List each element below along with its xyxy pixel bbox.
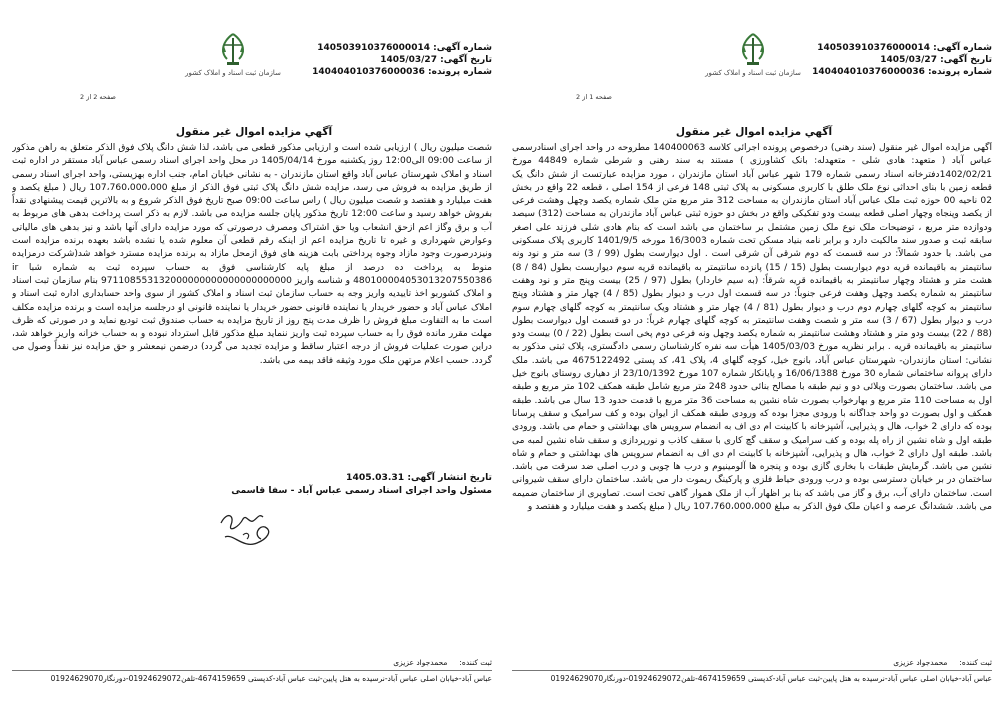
body-text: آگهی مزایده اموال غیر منقول (سند رهنی) درخصوص پرونده اجرائی کلاسه 140400063 مطروحه در واحد اجرای اسنادرسمی عباس آباد ( متعهد: هادی شلی - متعهدله: بانک کشاورزی ) مستند به سند رهنی و شرطی شماره 44849 مورخ 1402/02/21دفترخانه اسناد رسمی شماره 179 شهر عباس آباد استان مازندران ، مورد مزایده عبارتست از شش دانگ یک قطعه زمین با بنای احداثی نوع ملک طلق با کاربری مسکونی به پلاک ثبتی 148 فرعی از 154 اصلی ، قطعه 22 واقع در بخش 02 ناحیه 00 حوزه ثبت ملک عباس آباد استان مازندران به مساحت 312 متر مربع متن ملک شماره یکصد وچهل وهشت فرعی از یکصد وپنجاه وچهار اصلی قطعه بیست ودو تفکیکی واقع در بخش دو حوزه ثبتی عباس آباد مازندران به مساحت (312) سیصد ودوازده متر مربع ، توضیحات ملک نوع ملک زمین مشتمل بر ساختمان می باشد است که بنام هادی شلی فرزند علی اصغر سابقه ثبت و صدور سند مالکیت دارد و برابر نامه بنیاد مسکن تحت شماره 16/3003 مورخه 1401/9/5 کاربری پلاک مسکونی می باشد. با حدود شمالاً: در سه قسمت که دوم شرقی آن شرقی است . اول دیوارست بطول (99 / 3) سه متر و نود ونه سانتیمتر به باقیمانده قریه دوم دیواربست بطول (15 / 15) پانزده سانتیمتر به باقیمانده قریه سوم دیواربست بطول (84 / 8) هشت متر و هشتاد وچهار سانتیمتر به باقیمانده قریه شرقاً: (به سیم خاردار) بطول (97 / 25) بیست وپنج متر و نود وهفت سانتیمتر به شماره یکصد وچهل وهفت فرعی جنوباً: در سه قسمت اول درب و دیوار بطول (85 / 4) چهار متر و هشتاد وپنج سانتیمتر به کوچه گلهای چهارم دوم درب و دیوار بطول (81 / 4) چهار متر و هشتاد ویک سانتیمتر به کوچه گلهای چهارم سوم درب و دیوار بطول (67 / 3) سه متر و شصت وهفت سانتیمتر به کوچه گلهای چهارم غرباً: در دو قسمت اول دیوارست بطول (88 / 22) بیست ودو متر و هشتاد وهشت سانتیمتر به شماره یکصد وچهل ونه فرعی دوم پخی است بطول (22 / 0) بیست ودو سانتیمتر به باقیمانده قریه . برابر نظریه مورخ 1405/03/03 هیأت سه نفره کارشناسان رسمی دادگستری، پلاک ثبتی مذکور به نشانی: استان مازندران- شهرستان عباس آباد، بانوج خیل، کوچه گلهای 4، پلاک 41، کد پستی 4675122492 می باشد. ملک دارای پروانه ساختمانی شماره 30 مورخ 16/06/1388 و پایانکار شماره 107 مورخ 23/10/1392 از دهیاری روستای بانوج خیل می باشد. ساختمان بصورت ویلائی دو و نیم طبقه با مصالح بنائی حدود 248 متر مربع شامل طبقه همکف 102 متر مربع و طبقه اول به مساحت 110 متر مربع و بهارخواب بصورت شاه نشین به مساحت 36 متر مربع با قدمت حدود 13 سال می باشد. طبقه همکف و اول بصورت دو واحد جداگانه با ورودی مجزا بوده که ورودی طبقه همکف از ایوان بوده و کف سرامیک و سقف پرسانا بوده که دارای 2 خواب، هال و پذیرایی، آشپزخانه با کابینت ام دی اف به انضمام سرویس های بهداشتی و حمام می باشد. ورودی طبقه اول و شاه نشین از راه پله بوده و کف سرامیک و سقف گچ کاری با سقف کاذب و نورپردازی و سقف شاه نشین لمبه می باشد. طبقه اول دارای 2 خواب، هال و پذیرایی، آشپزخانه با کابینت ام دی اف به انضمام سرویس های بهداشتی و حمام و شاه نشین می باشد. گرمایش طبقات با بخاری گازی بوده و پنجره ها آلومینیوم و درب ها چوبی و درب اصلی ضد سرقت می باشد. ساختمان در بر خیابان دسترسی بوده و درب ورودی حیاط فلزی و پارکینگ ریموت دار می باشد. ساختمان دارای سقف شیروانی است. ساختمان دارای آب، برق و گاز می باشد که بنا بر اظهار آب از ملک هموار گاهی تحت است. تصاویری از ساختمان ضمیمه می باشد. ششدانگ عرصه و اعیان ملک فوق الذکر به مبلغ 107،760،000،000 ریال ( مبلغ یکصد و هفت میلیارد و هفتصد و <box>512 143 992 513</box>
page-header <box>508 30 1000 105</box>
file-number-label: شماره پرونده: <box>928 67 992 77</box>
registrar-name: محمدجواد عزیزی <box>393 658 448 667</box>
scales-emblem-icon <box>213 32 253 68</box>
ad-date-label: تاریخ آگهی: <box>940 55 992 65</box>
organization-name: سازمان ثبت اسناد و املاک کشور <box>185 69 281 77</box>
footer-divider <box>12 670 492 671</box>
announcement-title: آگهي مزايده اموال غير منقول <box>675 126 833 138</box>
announcement-body <box>512 142 992 642</box>
publication-info <box>231 471 492 497</box>
publish-date-label: تاریخ انتشار آگهی: <box>407 472 492 483</box>
page-header <box>8 30 500 105</box>
ad-number-label: شماره آگهی: <box>933 43 992 53</box>
page-footer <box>12 658 492 683</box>
announcement-page-2 <box>8 0 500 706</box>
ad-date: 1405/03/27 <box>880 55 937 65</box>
handwritten-signature <box>213 505 283 559</box>
scales-emblem-icon <box>733 32 773 68</box>
emblem-logo <box>158 32 308 77</box>
file-number: 140404010376000036 <box>812 67 925 77</box>
office-address: عباس آباد-خیابان اصلی عباس آباد-نرسیده به هتل پایین-ثبت عباس آباد-کدپستی 4674159659-تلفن01924629072-دورنگار01924629070 <box>550 674 992 683</box>
file-number-label: شماره پرونده: <box>428 67 492 77</box>
page-number: صفحه 1 از 2 <box>576 93 612 101</box>
ad-number-label: شماره آگهی: <box>433 43 492 53</box>
footer-divider <box>512 670 992 671</box>
organization-name: سازمان ثبت اسناد و املاک کشور <box>705 69 801 77</box>
registrar <box>12 658 492 667</box>
page-number: صفحه 2 از 2 <box>80 93 116 101</box>
publish-date: 1405.03.31 <box>346 472 405 483</box>
office-address: عباس آباد-خیابان اصلی عباس آباد-نرسیده به هتل پایین-ثبت عباس آباد-کدپستی 4674159659-تلفن01924629072-دورنگار01924629070 <box>50 674 492 683</box>
page-footer <box>512 658 992 683</box>
announcement-body <box>12 142 492 472</box>
registrar-name: محمدجواد عزیزی <box>893 658 948 667</box>
ad-number: 140503910376000014 <box>817 43 930 53</box>
announcement-page-1 <box>508 0 1000 706</box>
body-text: شصت میلیون ریال ) ارزیابی شده است و ارزیابی مذکور قطعی می باشد، لذا شش دانگ پلاک فوق الذکر متعلق به راهن مذکور از ساعت 09:00 الی12:00 روز یکشنبه مورخ 1405/04/14 در محل واحد اجرای اسناد رسمی عباس آباد مستقر در اداره ثبت اسناد و املاک شهرستان عباس آباد واقع استان مازندران - به نشانی خیابان امام، جنب اداره بهزیستی، واحد اجرای اسناد رسمی از طریق مزایده به فروش می رسد، مزایده شش دانگ پلاک ثبتی فوق الذکر از مبلغ 107،760،000،000 ریال ( مبلغ یکصد و هفت میلیارد و هفتصد و شصت میلیون ریال ) راس ساعت 09:00 صبح تاریخ فوق الذکر شروع و به بالاترین قیمت پیشنهادی نقداً بفروش خواهد رسید و ساعت 12:00 تاریخ مذکور پایان جلسه مزایده می باشد. لازم به ذکر است پرداخت بدهی های مربوط به آب و برق وگاز اعم ازحق انشعاب ویا حق اشتراک ومصرف درصورتی که مورد مزایده دارای آنها باشد و نیز بدهی های مالیاتی وعوارض شهرداری و غیره تا تاریخ مزایده اعم از اینکه رقم قطعی آن معلوم شده یا نشده باشد بعهده برنده مزایده است ونیزدرصورت وجود مازاد وجوه پرداختی بابت هزینه های فوق ازمحل مازاد به برنده مزایده مسترد خواهد شد(شرکت درمزایده منوط به پرداخت ده درصد از مبلغ پایه کارشناسی فوق به حساب سپرده ثبت به شماره شبا ir 480100004053013207550386 و شناسه واریز 971108553132000000000000000000000 بنام سازمان ثبت اسناد و املاک کشوربو اخذ تاییدیه واریز وجه به حساب سازمان ثبت اسناد و املاک کشور از سوی واحد حسابداری اداره ثبت اسناد و املاک عباس آباد و حضور خریدار یا نماینده قانونی حضور خریدار یا نماینده قانونی او درجلسه مزایده است و برنده مزایده مکلف است ما به التفاوت مبلغ فروش را ظرف مدت پنج روز از تاریخ مزایده به حساب صندوق ثبت تودیع نماید و در صورتی که ظرف مهلت مقرر مانده فوق را به حساب سپرده ثبت واریز ننماید مبلغ مذکور قابل استرداد نبوده و به حساب خزانه واریز خواهد شد، دراین صورت عملیات فروش از درجه اعتبار ساقط و مزایده تجدید می گردد) درضمن نیمعشر و حق مزایده نیز نقداً وصول می گردد. حسب اعلام مرتهن ملک مورد وثیقه فاقد بیمه می باشد. <box>12 143 492 366</box>
ad-meta <box>312 42 492 78</box>
registrar-label: ثبت کننده: <box>459 658 492 667</box>
emblem-logo <box>678 32 828 77</box>
registrar <box>512 658 992 667</box>
registrar-label: ثبت کننده: <box>959 658 992 667</box>
ad-number: 140503910376000014 <box>317 43 430 53</box>
ad-date: 1405/03/27 <box>380 55 437 65</box>
announcement-title: آگهي مزايده اموال غير منقول <box>175 126 333 138</box>
ad-date-label: تاریخ آگهی: <box>440 55 492 65</box>
responsible-officer: مسئول واحد اجرای اسناد رسمی عباس آباد - سفا قاسمی <box>231 485 492 496</box>
file-number: 140404010376000036 <box>312 67 425 77</box>
ad-meta <box>812 42 992 78</box>
